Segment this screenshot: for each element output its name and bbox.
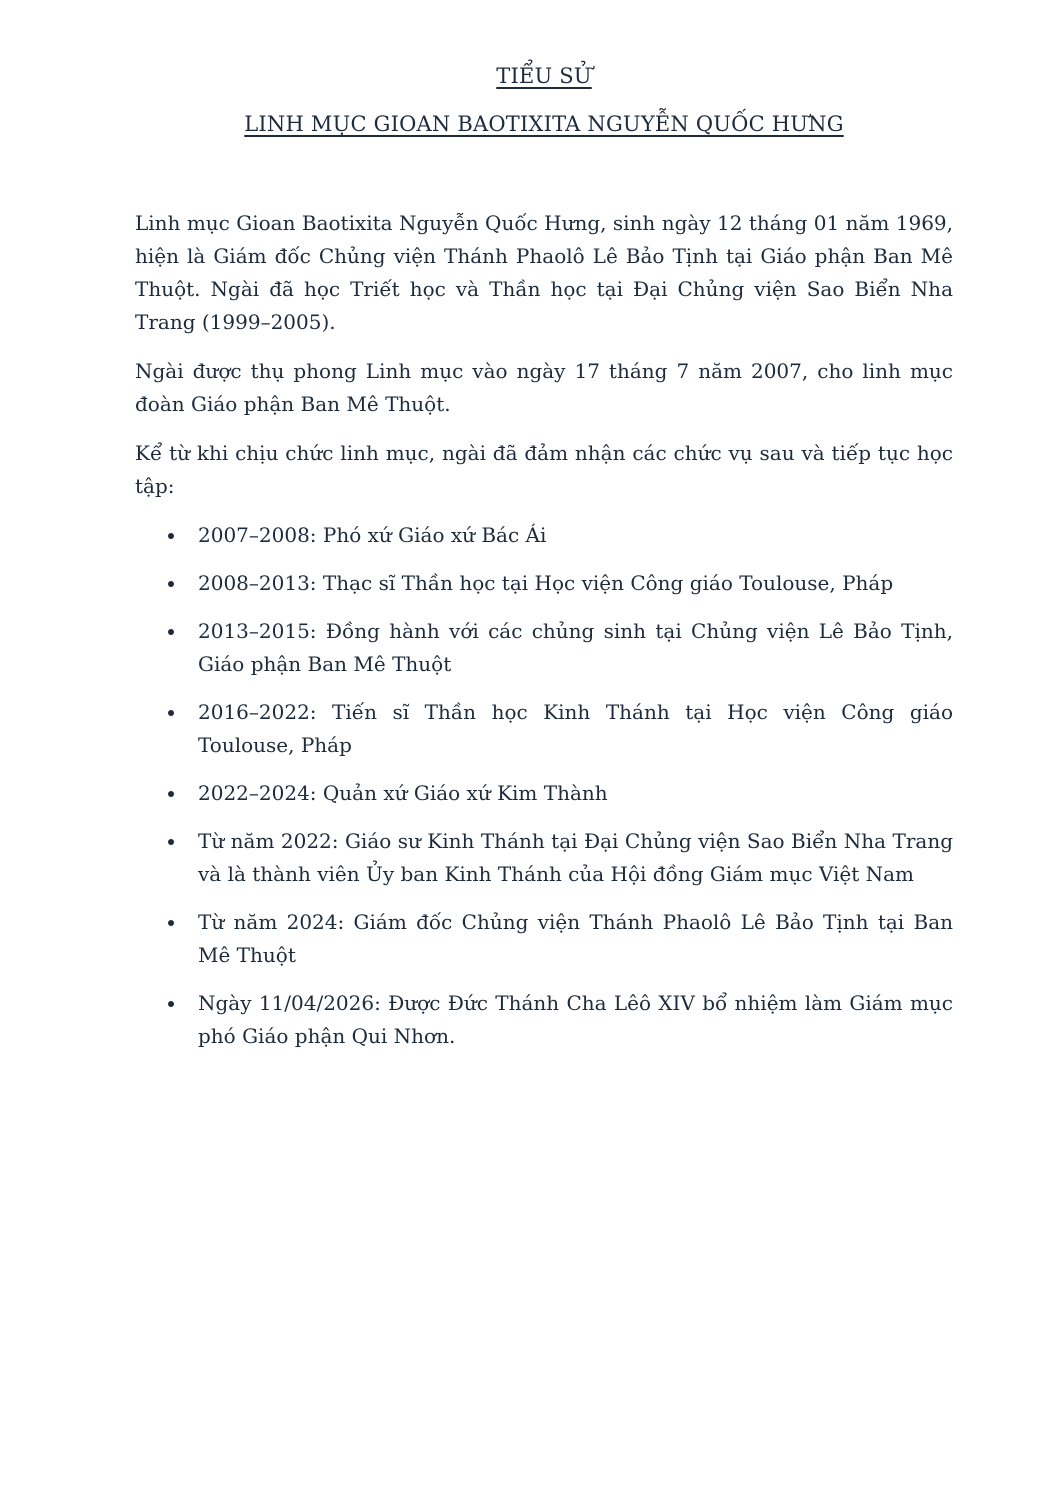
bullet-icon	[168, 791, 174, 797]
list-item	[135, 615, 953, 681]
list-item-text: 2022–2024: Quản xứ Giáo xứ Kim Thành	[198, 781, 608, 805]
list-item	[135, 567, 953, 600]
list-item	[135, 906, 953, 972]
list-item	[135, 777, 953, 810]
paragraph-roles-intro: Kể từ khi chịu chức linh mục, ngài đã đảm nhận các chức vụ sau và tiếp tục học tập:	[135, 441, 953, 498]
bullet-icon	[168, 581, 174, 587]
document-body	[135, 207, 953, 1068]
document-subtitle: LINH MỤC GIOAN BAOTIXITA NGUYỄN QUỐC HƯNG	[244, 112, 844, 136]
paragraph-ordination: Ngài được thụ phong Linh mục vào ngày 17 tháng 7 năm 2007, cho linh mục đoàn Giáo phận Ban Mê Thuột.	[135, 359, 953, 416]
list-item-text: Ngày 11/04/2026: Được Đức Thánh Cha Lêô XIV bổ nhiệm làm Giám mục phó Giáo phận Qui Nhơn.	[198, 991, 953, 1048]
document-title: TIỂU SỬ	[496, 64, 592, 88]
paragraph-intro: Linh mục Gioan Baotixita Nguyễn Quốc Hưng, sinh ngày 12 tháng 01 năm 1969, hiện là Giám đốc Chủng viện Thánh Phaolô Lê Bảo Tịnh tại Giáo phận Ban Mê Thuột. Ngài đã học Triết học và Thần học tại Đại Chủng viện Sao Biển Nha Trang (1999–2005).	[135, 211, 953, 334]
list-item	[135, 987, 953, 1053]
list-item-text: 2016–2022: Tiến sĩ Thần học Kinh Thánh tại Học viện Công giáo Toulouse, Pháp	[198, 700, 953, 757]
bullet-icon	[168, 920, 174, 926]
list-item	[135, 825, 953, 891]
list-item-text: Từ năm 2022: Giáo sư Kinh Thánh tại Đại Chủng viện Sao Biển Nha Trang và là thành viên Ủy ban Kinh Thánh của Hội đồng Giám mục Việt Nam	[198, 829, 953, 886]
bullet-icon	[168, 839, 174, 845]
bullet-icon	[168, 629, 174, 635]
bullet-icon	[168, 710, 174, 716]
list-item	[135, 519, 953, 552]
list-item-text: 2008–2013: Thạc sĩ Thần học tại Học viện Công giáo Toulouse, Pháp	[198, 571, 894, 595]
bullet-icon	[168, 533, 174, 539]
timeline-list	[135, 519, 953, 1053]
list-item-text: Từ năm 2024: Giám đốc Chủng viện Thánh Phaolô Lê Bảo Tịnh tại Ban Mê Thuột	[198, 910, 953, 967]
list-item-text: 2007–2008: Phó xứ Giáo xứ Bác Ái	[198, 523, 547, 547]
bullet-icon	[168, 1001, 174, 1007]
list-item-text: 2013–2015: Đồng hành với các chủng sinh tại Chủng viện Lê Bảo Tịnh, Giáo phận Ban Mê Thuột	[198, 619, 953, 676]
list-item	[135, 696, 953, 762]
